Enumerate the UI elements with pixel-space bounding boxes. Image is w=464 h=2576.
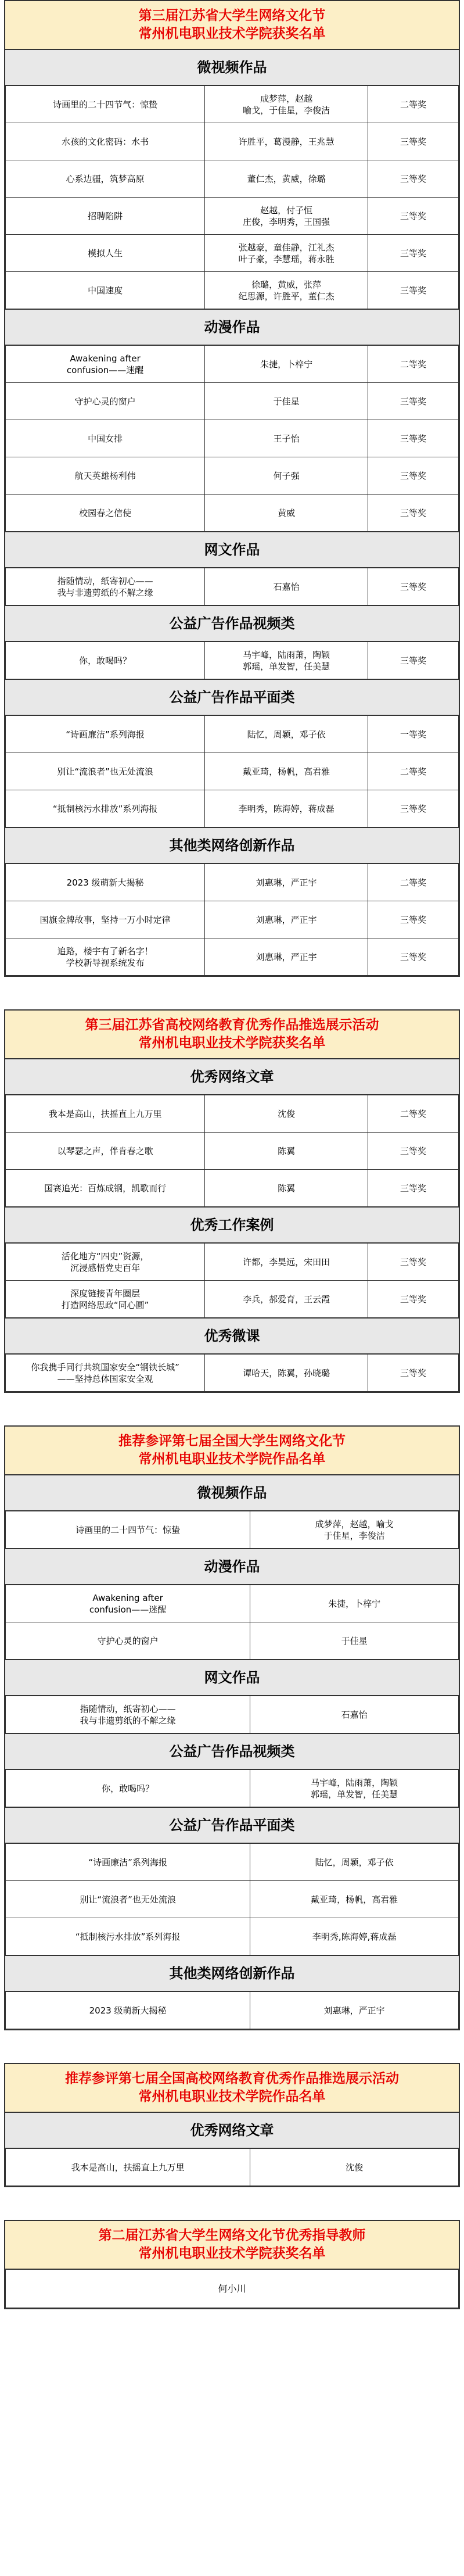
table-row bbox=[6, 160, 459, 198]
award-cell: 三等奖 bbox=[368, 1133, 458, 1170]
work-title-cell: 以琴瑟之声，伴肯春之歌 bbox=[6, 1133, 205, 1170]
works-table bbox=[5, 864, 459, 976]
category-heading: 动漫作品 bbox=[5, 1549, 459, 1585]
work-title-cell: 心系边疆，筑梦高原 bbox=[6, 160, 205, 198]
authors-cell: 陆忆，周颖，邓子依 bbox=[250, 1844, 459, 1881]
table-row bbox=[6, 1918, 459, 1955]
work-title-cell: 中国女排 bbox=[6, 420, 205, 457]
work-title-cell: 守护心灵的窗户 bbox=[6, 1622, 250, 1660]
authors-cell: 李明秀,陈海婷,蒋成磊 bbox=[250, 1918, 459, 1955]
award-cell: 二等奖 bbox=[368, 753, 458, 790]
table-row bbox=[6, 198, 459, 235]
work-title-cell: 指随情动，纸寄初心—— 我与非遗剪纸的不解之缘 bbox=[6, 568, 205, 606]
work-title-cell: 校园春之信使 bbox=[6, 495, 205, 532]
works-table bbox=[5, 1585, 459, 1660]
table-row bbox=[6, 1355, 459, 1392]
works-table bbox=[5, 1243, 459, 1318]
table-row bbox=[6, 1844, 459, 1881]
award-cell: 三等奖 bbox=[368, 123, 458, 160]
table-row bbox=[6, 1133, 459, 1170]
section-groups bbox=[5, 2112, 459, 2186]
work-title-cell: 诗画里的二十四节气：惊蛰 bbox=[6, 1511, 250, 1549]
category-heading: 微视频作品 bbox=[5, 49, 459, 85]
award-cell: 二等奖 bbox=[368, 1095, 458, 1133]
authors-cell: 陈翼 bbox=[205, 1133, 368, 1170]
authors-cell: 刘惠琳，严正宇 bbox=[205, 938, 368, 976]
work-title-cell: 深度链接青年圈层 打造网络思政“同心圆” bbox=[6, 1281, 205, 1318]
table-row bbox=[6, 568, 459, 606]
works-table bbox=[5, 715, 459, 827]
table-row bbox=[6, 716, 459, 753]
table-row bbox=[6, 123, 459, 160]
award-cell: 一等奖 bbox=[368, 716, 458, 753]
work-title-cell: 你，敢喝吗？ bbox=[6, 642, 205, 679]
work-title-cell: 指随情动，纸寄初心—— 我与非遗剪纸的不解之缘 bbox=[6, 1696, 250, 1733]
award-cell: 三等奖 bbox=[368, 901, 458, 938]
work-title-cell: 2023 级萌新大揭秘 bbox=[6, 864, 205, 901]
table-row bbox=[6, 420, 459, 457]
section-title-line1: 推荐参评第七届全国高校网络教育优秀作品推选展示活动 bbox=[65, 2071, 399, 2086]
nomination-section-2 bbox=[4, 2063, 460, 2187]
table-row bbox=[6, 1881, 459, 1918]
works-table bbox=[5, 1991, 459, 2029]
table-row bbox=[6, 2149, 459, 2186]
table-row bbox=[6, 938, 459, 976]
award-cell: 三等奖 bbox=[368, 568, 458, 606]
work-title-cell: Awakening after confusion——迷醒 bbox=[6, 346, 205, 383]
table-row bbox=[6, 457, 459, 495]
authors-cell: 于佳星 bbox=[250, 1622, 459, 1660]
authors-cell: 李兵，郝爱育，王云霞 bbox=[205, 1281, 368, 1318]
work-title-cell: 你我携手同行共筑国家安全“钢铁长城” ——坚持总体国家安全观 bbox=[6, 1355, 205, 1392]
work-title-cell: 国旗金牌故事，坚持一万小时定律 bbox=[6, 901, 205, 938]
authors-cell: 刘惠琳，严正宇 bbox=[205, 901, 368, 938]
work-title-cell: 中国速度 bbox=[6, 272, 205, 309]
nomination-section-1 bbox=[4, 1425, 460, 2030]
category-heading: 公益广告作品视频类 bbox=[5, 1733, 459, 1769]
works-table bbox=[5, 1511, 459, 1549]
category-heading: 优秀网络文章 bbox=[5, 2112, 459, 2148]
works-table bbox=[5, 345, 459, 532]
category-heading: 网文作品 bbox=[5, 532, 459, 568]
work-title-cell: 诗画里的二十四节气：惊蛰 bbox=[6, 86, 205, 123]
award-cell: 三等奖 bbox=[368, 790, 458, 827]
teacher-name: 何小川 bbox=[6, 2270, 459, 2308]
section-title bbox=[5, 2064, 459, 2112]
table-row bbox=[6, 1696, 459, 1733]
authors-cell: 许都，李昊远，宋田田 bbox=[205, 1244, 368, 1281]
works-table bbox=[5, 1354, 459, 1392]
category-heading: 其他类网络创新作品 bbox=[5, 1955, 459, 1991]
award-cell: 二等奖 bbox=[368, 864, 458, 901]
section-title bbox=[5, 2221, 459, 2269]
category-heading: 优秀工作案例 bbox=[5, 1207, 459, 1243]
award-cell: 二等奖 bbox=[368, 346, 458, 383]
table-row bbox=[6, 1511, 459, 1549]
award-cell: 三等奖 bbox=[368, 938, 458, 976]
work-title-cell: 活化地方“四史”资源， 沉浸感悟党史百年 bbox=[6, 1244, 205, 1281]
table-row bbox=[6, 642, 459, 679]
work-title-cell: 守护心灵的窗户 bbox=[6, 383, 205, 420]
table-row bbox=[6, 790, 459, 827]
authors-cell: 于佳星 bbox=[205, 383, 368, 420]
teacher-section bbox=[4, 2220, 460, 2309]
table-row bbox=[6, 1585, 459, 1622]
section-title-line2: 常州机电职业技术学院作品名单 bbox=[138, 1452, 326, 1467]
work-title-cell: 2023 级萌新大揭秘 bbox=[6, 1992, 250, 2029]
work-title-cell: 你，敢喝吗？ bbox=[6, 1770, 250, 1807]
section-groups bbox=[5, 1475, 459, 2029]
work-title-cell: 追路，楼宇有了新名字！ 学校新导视系统发布 bbox=[6, 938, 205, 976]
work-title-cell: 我本是高山，扶摇直上九万里 bbox=[6, 2149, 250, 2186]
work-title-cell: 我本是高山，扶摇直上九万里 bbox=[6, 1095, 205, 1133]
table-row bbox=[6, 495, 459, 532]
work-title-cell: 国赛追光：百炼成钢，凯歌而行 bbox=[6, 1170, 205, 1207]
table-row bbox=[6, 235, 459, 272]
category-heading: 网文作品 bbox=[5, 1660, 459, 1696]
category-heading: 其他类网络创新作品 bbox=[5, 827, 459, 864]
authors-cell: 朱捷，卜梓宁 bbox=[205, 346, 368, 383]
category-heading: 优秀网络文章 bbox=[5, 1059, 459, 1095]
authors-cell: 陈翼 bbox=[205, 1170, 368, 1207]
authors-cell: 成梦萍，赵越，喻戈 于佳星，李俊洁 bbox=[250, 1511, 459, 1549]
table-row bbox=[6, 383, 459, 420]
award-cell: 三等奖 bbox=[368, 495, 458, 532]
section-title bbox=[5, 1, 459, 49]
section-title-line1: 第二届江苏省大学生网络文化节优秀指导教师 bbox=[98, 2228, 366, 2243]
authors-cell: 沈俊 bbox=[250, 2149, 459, 2186]
works-table bbox=[5, 2148, 459, 2186]
authors-cell: 陆忆，周颖，邓子依 bbox=[205, 716, 368, 753]
works-table bbox=[5, 85, 459, 309]
table-row bbox=[6, 1770, 459, 1807]
table-row bbox=[6, 753, 459, 790]
teacher-table bbox=[5, 2269, 459, 2308]
authors-cell: 石嘉怡 bbox=[205, 568, 368, 606]
award-cell: 三等奖 bbox=[368, 642, 458, 679]
section-title-line2: 常州机电职业技术学院作品名单 bbox=[138, 2089, 326, 2104]
authors-cell: 成梦萍，赵越 喻戈，于佳星，李俊洁 bbox=[205, 86, 368, 123]
authors-cell: 朱捷，卜梓宁 bbox=[250, 1585, 459, 1622]
table-row bbox=[6, 272, 459, 309]
table-row bbox=[6, 864, 459, 901]
award-cell: 三等奖 bbox=[368, 235, 458, 272]
table-row bbox=[6, 1170, 459, 1207]
section-title bbox=[5, 1427, 459, 1475]
work-title-cell: 别让“流浪者”也无处流浪 bbox=[6, 753, 205, 790]
work-title-cell: 别让“流浪者”也无处流浪 bbox=[6, 1881, 250, 1918]
section-groups bbox=[5, 1059, 459, 1392]
table-row bbox=[6, 86, 459, 123]
section-title-line1: 推荐参评第七届全国大学生网络文化节 bbox=[118, 1434, 346, 1449]
award-cell: 三等奖 bbox=[368, 272, 458, 309]
authors-cell: 戴亚琦，杨帆，高君雅 bbox=[250, 1881, 459, 1918]
authors-cell: 刘惠琳，严正宇 bbox=[205, 864, 368, 901]
award-cell: 三等奖 bbox=[368, 1244, 458, 1281]
table-row bbox=[6, 1244, 459, 1281]
authors-cell: 何子强 bbox=[205, 457, 368, 495]
section-title-line1: 第三届江苏省高校网络教育优秀作品推选展示活动 bbox=[85, 1017, 379, 1033]
award-section-2 bbox=[4, 1009, 460, 1393]
table-row bbox=[6, 1622, 459, 1660]
authors-cell: 石嘉怡 bbox=[250, 1696, 459, 1733]
works-table bbox=[5, 1696, 459, 1733]
authors-cell: 黄威 bbox=[205, 495, 368, 532]
authors-cell: 戴亚琦，杨帆，高君雅 bbox=[205, 753, 368, 790]
table-row bbox=[6, 1992, 459, 2029]
award-cell: 三等奖 bbox=[368, 1281, 458, 1318]
award-cell: 三等奖 bbox=[368, 1355, 458, 1392]
works-table bbox=[5, 1843, 459, 1955]
work-title-cell: 水孩的文化密码：水书 bbox=[6, 123, 205, 160]
work-title-cell: “抵制核污水排放”系列海报 bbox=[6, 790, 205, 827]
table-row bbox=[6, 901, 459, 938]
section-title-line1: 第三届江苏省大学生网络文化节 bbox=[138, 8, 326, 23]
category-heading: 优秀微课 bbox=[5, 1318, 459, 1354]
work-title-cell: Awakening after confusion——迷醒 bbox=[6, 1585, 250, 1622]
work-title-cell: “抵制核污水排放”系列海报 bbox=[6, 1918, 250, 1955]
category-heading: 微视频作品 bbox=[5, 1475, 459, 1511]
authors-cell: 赵越，付子恒 庄俊，李明秀，王国强 bbox=[205, 198, 368, 235]
award-section-1 bbox=[4, 0, 460, 977]
authors-cell: 许胜平，葛漫静，王兆慧 bbox=[205, 123, 368, 160]
authors-cell: 李明秀，陈海婷，蒋成磊 bbox=[205, 790, 368, 827]
award-cell: 三等奖 bbox=[368, 420, 458, 457]
award-cell: 三等奖 bbox=[368, 457, 458, 495]
award-cell: 三等奖 bbox=[368, 160, 458, 198]
works-table bbox=[5, 642, 459, 679]
section-title-line2: 常州机电职业技术学院获奖名单 bbox=[138, 26, 326, 41]
work-title-cell: “诗画廉洁”系列海报 bbox=[6, 1844, 250, 1881]
authors-cell: 马宇峰，陆雨萧，陶颖 郭瑶，单发智，任美慧 bbox=[250, 1770, 459, 1807]
award-cell: 三等奖 bbox=[368, 1170, 458, 1207]
category-heading: 动漫作品 bbox=[5, 309, 459, 345]
authors-cell: 马宇峰，陆雨萧，陶颖 郭瑶，单发智，任美慧 bbox=[205, 642, 368, 679]
work-title-cell: 航天英雄杨利伟 bbox=[6, 457, 205, 495]
section-groups bbox=[5, 49, 459, 976]
authors-cell: 王子怡 bbox=[205, 420, 368, 457]
table-row bbox=[6, 1095, 459, 1133]
authors-cell: 刘惠琳，严正宇 bbox=[250, 1992, 459, 2029]
award-cell: 二等奖 bbox=[368, 86, 458, 123]
award-cell: 三等奖 bbox=[368, 198, 458, 235]
work-title-cell: “诗画廉洁”系列海报 bbox=[6, 716, 205, 753]
table-row bbox=[6, 346, 459, 383]
authors-cell: 沈俊 bbox=[205, 1095, 368, 1133]
works-table bbox=[5, 1095, 459, 1207]
table-row bbox=[6, 1281, 459, 1318]
works-table bbox=[5, 1769, 459, 1807]
category-heading: 公益广告作品视频类 bbox=[5, 606, 459, 642]
category-heading: 公益广告作品平面类 bbox=[5, 679, 459, 715]
authors-cell: 张越豪，童佳静，江礼杰 叶子豪，李慧瑶，蒋永胜 bbox=[205, 235, 368, 272]
category-heading: 公益广告作品平面类 bbox=[5, 1807, 459, 1843]
authors-cell: 徐璐，黄威，张萍 纪思源，许胜平，董仁杰 bbox=[205, 272, 368, 309]
authors-cell: 谭哈天，陈翼，孙晓璐 bbox=[205, 1355, 368, 1392]
section-title bbox=[5, 1011, 459, 1059]
authors-cell: 董仁杰，黄威，徐璐 bbox=[205, 160, 368, 198]
works-table bbox=[5, 568, 459, 606]
work-title-cell: 模拟人生 bbox=[6, 235, 205, 272]
award-cell: 三等奖 bbox=[368, 383, 458, 420]
section-title-line2: 常州机电职业技术学院获奖名单 bbox=[138, 2246, 326, 2261]
work-title-cell: 招聘陷阱 bbox=[6, 198, 205, 235]
section-title-line2: 常州机电职业技术学院获奖名单 bbox=[138, 1036, 326, 1051]
